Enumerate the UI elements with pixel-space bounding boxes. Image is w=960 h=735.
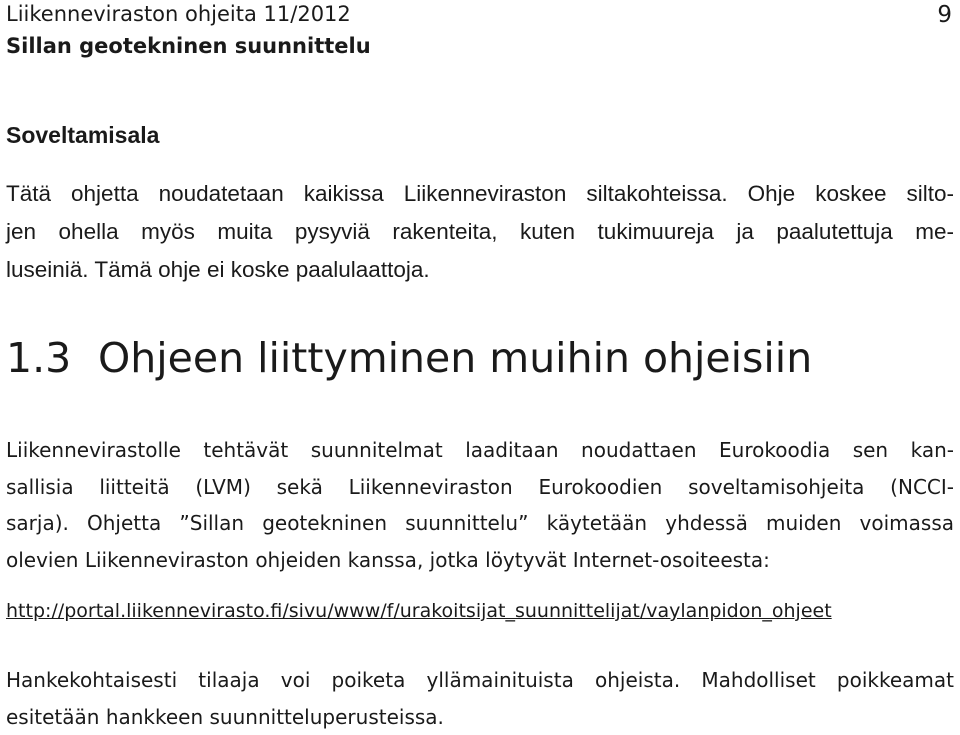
- publication-header: Liikenneviraston ohjeita 11/2012: [6, 2, 351, 26]
- page-number: 9: [937, 2, 952, 28]
- paragraph-line: esitetään hankkeen suunnitteluperusteissa.: [6, 699, 954, 735]
- paragraph-line: luseiniä. Tämä ohje ei koske paalulaattoja.: [6, 251, 954, 289]
- document-title: Sillan geotekninen suunnittelu: [6, 34, 371, 58]
- section-heading: Soveltamisala: [6, 122, 159, 149]
- chapter-title: Ohjeen liittyminen muihin ohjeisiin: [98, 334, 812, 382]
- guidelines-url-link[interactable]: http://portal.liikennevirasto.fi/sivu/www/f/urakoitsijat_suunnittelijat/vaylanpidon_ohjeet: [6, 600, 832, 622]
- scope-paragraph: [6, 175, 954, 289]
- paragraph-line: Liikennevirastolle tehtävät suunnitelmat laaditaan noudattaen Eurokoodia sen kan-: [6, 432, 954, 469]
- chapter-heading: [6, 334, 812, 382]
- chapter-paragraph: [6, 432, 954, 578]
- chapter-number: 1.3: [6, 334, 98, 382]
- closing-paragraph: [6, 662, 954, 735]
- paragraph-line: Tätä ohjetta noudatetaan kaikissa Liikenneviraston siltakohteissa. Ohje koskee silto-: [6, 175, 954, 213]
- paragraph-line: Hankekohtaisesti tilaaja voi poiketa yllämainituista ohjeista. Mahdolliset poikkeamat: [6, 662, 954, 699]
- paragraph-line: jen ohella myös muita pysyviä rakenteita, kuten tukimuureja ja paalutettuja me-: [6, 213, 954, 251]
- paragraph-line: sallisia liitteitä (LVM) sekä Liikenneviraston Eurokoodien soveltamisohjeita (NCCI-: [6, 469, 954, 506]
- paragraph-line: sarja). Ohjetta ”Sillan geotekninen suunnittelu” käytetään yhdessä muiden voimassa: [6, 505, 954, 542]
- paragraph-line: olevien Liikenneviraston ohjeiden kanssa, jotka löytyvät Internet-osoiteesta:: [6, 542, 954, 579]
